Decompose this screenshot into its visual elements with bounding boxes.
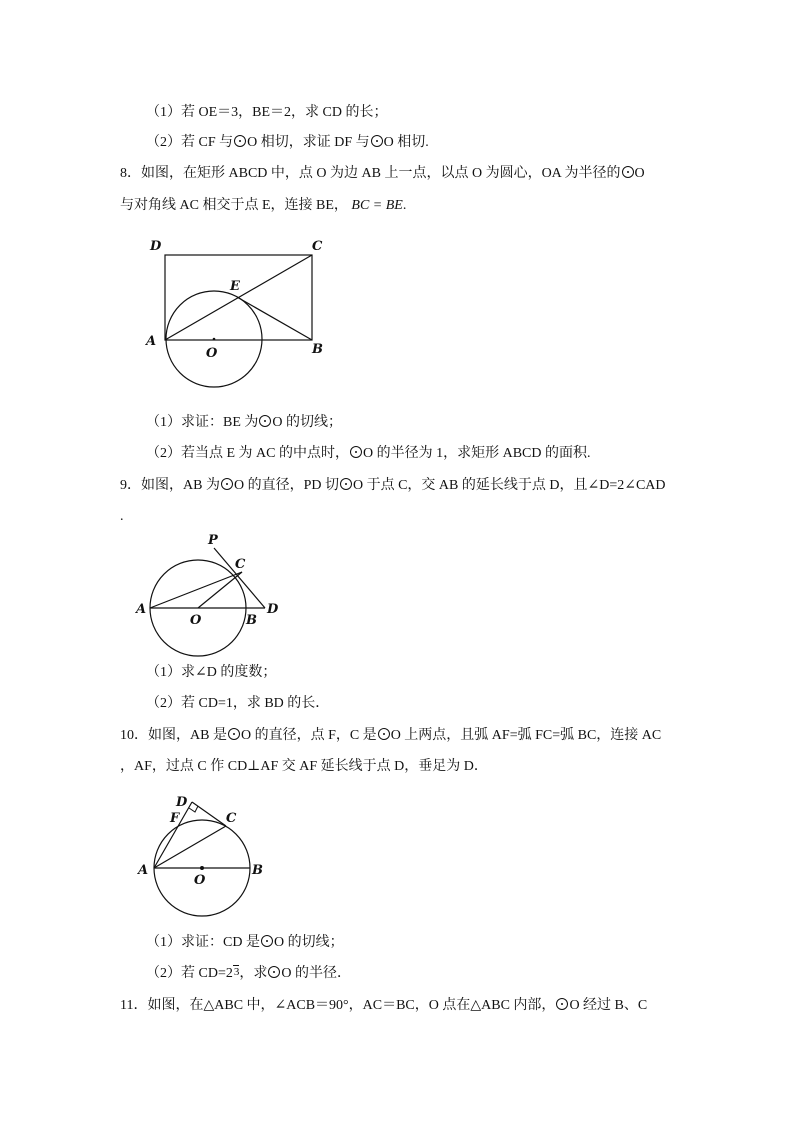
label-b: B: [252, 863, 263, 878]
q8-sub2: （2）若当点 E 为 AC 的中点时， O 的半径为 1，求矩形 ABCD 的面积.: [146, 446, 591, 461]
segment-oc: [198, 572, 242, 608]
circle-symbol-icon: [228, 728, 240, 740]
label-c: C: [226, 811, 237, 826]
label-o: O: [194, 873, 206, 888]
center-o-point: [213, 338, 216, 341]
center-o-point: [200, 866, 204, 870]
label-o: O: [206, 346, 218, 361]
circle-symbol-icon: [259, 415, 271, 427]
circle-symbol-icon: [234, 135, 246, 147]
q9-sub2: （2）若 CD=1，求 BD 的长．: [146, 696, 330, 711]
q10-stem-line2: ，AF，过点 C 作 CD⊥AF 交 AF 延长线于点 D，垂足为 D．: [120, 759, 488, 774]
circle-symbol-icon: [556, 998, 568, 1010]
label-d: D: [176, 795, 188, 810]
q8-stem-line1: 8．如图，在矩形 ABCD 中，点 O 为边 AB 上一点，以点 O 为圆心，OA 为半径的 O: [120, 166, 645, 181]
sqrt-radicand: 3: [233, 966, 240, 978]
label-p: P: [208, 533, 218, 548]
q8-sub1: （1）求证：BE 为 O 的切线；: [146, 415, 343, 430]
label-o: O: [190, 613, 202, 628]
circle-symbol-icon: [221, 478, 233, 490]
circle-symbol-icon: [371, 135, 383, 147]
label-f: F: [170, 811, 180, 826]
right-angle-mark: [189, 806, 198, 812]
segment-ac: [150, 572, 242, 608]
circle-symbol-icon: [268, 966, 280, 978]
label-e: E: [230, 279, 240, 294]
q10-stem-line1: 10．如图，AB 是 O 的直径，点 F，C 是 O 上两点，且弧 AF=弧 FC=弧 BC，连接 AC: [120, 728, 662, 743]
q9-stem-line1: 9．如图，AB 为 O 的直径，PD 切 O 于点 C，交 AB 的延长线于点 D，且∠D=2∠CAD: [120, 478, 666, 493]
label-b: B: [312, 342, 323, 357]
segment-cd: [192, 802, 226, 826]
segment-ac: [154, 826, 226, 868]
q10-sub1: （1）求证：CD 是 O 的切线；: [146, 935, 344, 950]
label-d: D: [150, 239, 162, 254]
q9-sub1: （1）求∠D 的度数；: [146, 665, 277, 680]
q8-stem-line2: 与对角线 AC 相交于点 E，连接 BE， BC = BE.: [120, 198, 407, 213]
q10-figure: [130, 790, 280, 925]
q11-stem-line1: 11．如图，在△ABC 中，∠ACB＝90°，AC＝BC，O 点在△ABC 内部， O 经过 B、C: [120, 998, 648, 1013]
q7-sub1: （1）若 OE＝3，BE＝2，求 CD 的长；: [146, 105, 388, 120]
q9-figure: [130, 530, 290, 660]
q8-figure: [140, 235, 340, 395]
circle-symbol-icon: [350, 446, 362, 458]
label-c: C: [312, 239, 323, 254]
circle-symbol-icon: [261, 935, 273, 947]
q10-sub2: （2）若 CD=23，求 O 的半径．: [146, 966, 351, 981]
label-b: B: [246, 613, 257, 628]
circle-symbol-icon: [378, 728, 390, 740]
label-a: A: [138, 863, 149, 878]
q7-sub2: （2）若 CF 与 O 相切，求证 DF 与 O 相切.: [146, 135, 429, 150]
label-a: A: [136, 602, 147, 617]
label-c: C: [235, 557, 246, 572]
label-d: D: [267, 602, 279, 617]
label-a: A: [146, 334, 157, 349]
segment-be: [237, 297, 312, 340]
circle-symbol-icon: [622, 166, 634, 178]
q9-stem-line2: .: [120, 509, 124, 524]
circle-symbol-icon: [340, 478, 352, 490]
